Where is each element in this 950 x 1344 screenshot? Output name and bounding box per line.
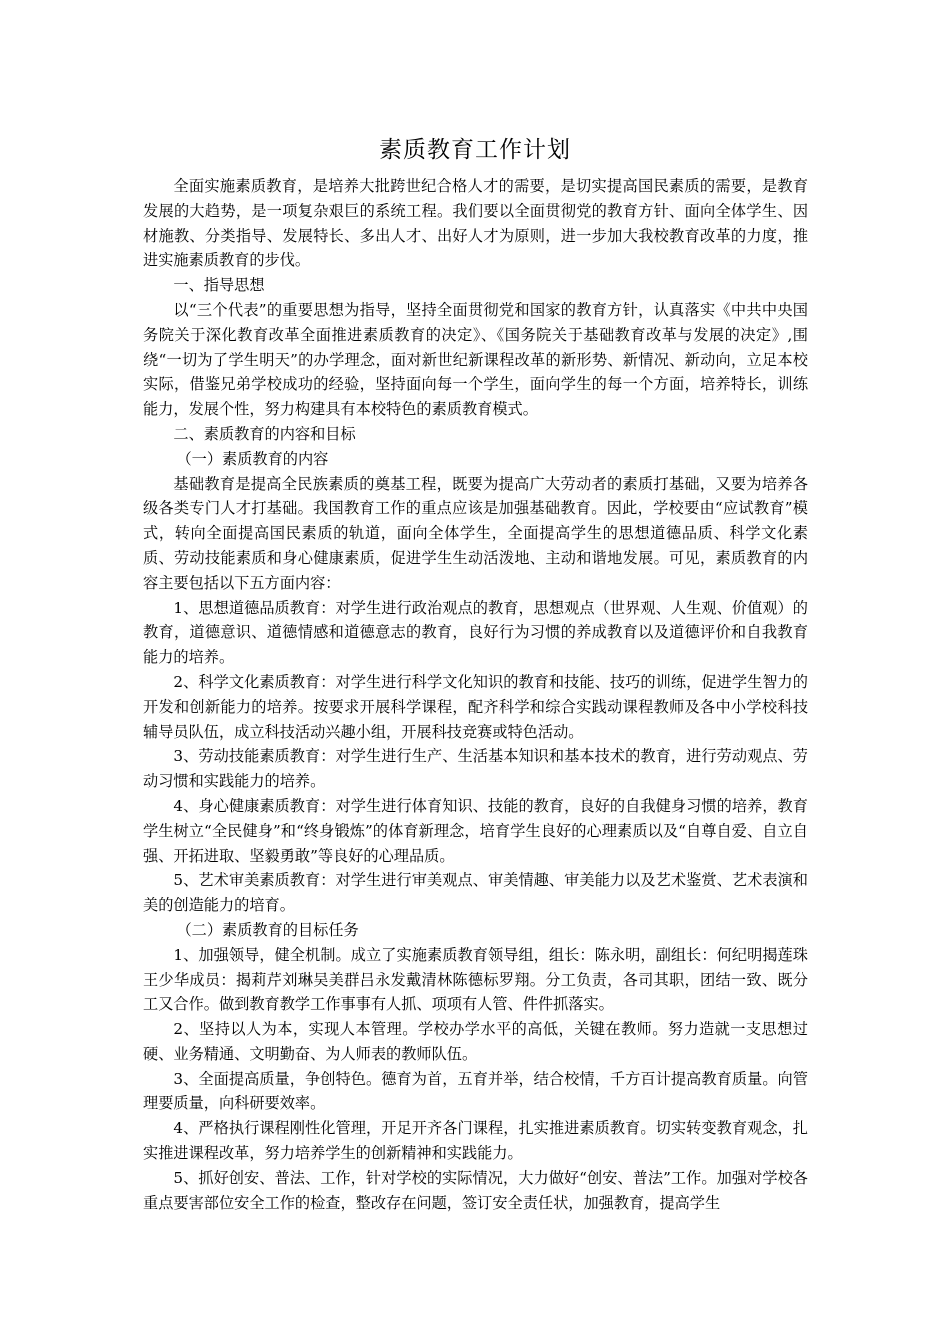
content-item-moral: 1、思想道德品质教育：对学生进行政治观点的教育，思想观点（世界观、人生观、价值观）的教育，道德意识、道德情感和道德意志的教育，良好行为习惯的养成教育以及道德评价和自我教育能力的培养。 (143, 598, 808, 667)
subsection-heading-content: （一）素质教育的内容 (176, 449, 329, 468)
content-item-art: 5、艺术审美素质教育：对学生进行审美观点、审美情趣、审美能力以及艺术鉴赏、艺术表演和美的创造能力的培育。 (143, 871, 808, 915)
document-title: 素质教育工作计划 (379, 137, 571, 163)
intro-paragraph: 全面实施素质教育，是培养大批跨世纪合格人才的需要，是切实提高国民素质的需要，是教育发展的大趋势，是一项复杂艰巨的系统工程。我们要以全面贯彻党的教育方针、面向全体学生、因材施教、分类指导、发展特长、多出人才、出好人才为原则，进一步加大我校教育改革的力度，推进实施素质教育的步伐。 (143, 177, 808, 270)
goal-item-leadership: 1、加强领导，健全机制。成立了实施素质教育领导组，组长：陈永明，副组长：何纪明揭莲珠王少华成员：揭莉芹刘琳吴美群吕永发戴清林陈德标罗翔。分工负责，各司其职，团结一致、既分工又合作。做到教育教学工作事事有人抓、项项有人管、件件抓落实。 (143, 945, 808, 1014)
goal-item-curriculum: 4、严格执行课程刚性化管理，开足开齐各门课程，扎实推进素质教育。切实转变教育观念，扎实推进课程改革，努力培养学生的创新精神和实践能力。 (143, 1119, 808, 1163)
goal-item-people-oriented: 2、坚持以人为本，实现人本管理。学校办学水平的高低，关键在教师。努力造就一支思想过硬、业务精通、文明勤奋、为人师表的教师队伍。 (143, 1020, 808, 1063)
goal-item-safety: 5、抓好创安、普法、工作，针对学校的实际情况，大力做好“创安、普法”工作。加强对学校各重点要害部位安全工作的检查，整改存在问题，签订安全责任状，加强教育，提高学生 (143, 1168, 808, 1212)
content-paragraph: 基础教育是提高全民族素质的奠基工程，既要为提高广大劳动者的素质打基础，又要为培养各级各类专门人才打基础。我国教育工作的重点应该是加强基础教育。因此，学校要由“应试教育”模式，转向全面提高国民素质的轨道，面向全体学生，全面提高学生的思想道德品质、科学文化素质、劳动技能素质和身心健康素质，促进学生生动活泼地、主动和谐地发展。可见，素质教育的内容主要包括以下五方面内容： (143, 474, 808, 592)
section-heading-guiding-ideology: 一、指导思想 (173, 276, 265, 295)
goal-item-quality: 3、全面提高质量，争创特色。德育为首，五育并举，结合校情，千方百计提高教育质量。向管理要质量，向科研要效率。 (143, 1069, 808, 1113)
content-item-health: 4、身心健康素质教育：对学生进行体育知识、技能的教育，良好的自我健身习惯的培养，教育学生树立“全民健身”和“终身锻炼”的体育新理念，培育学生良好的心理素质以及“自尊自爱、自立自强、开拓进取、坚毅勇敢”等良好的心理品质。 (143, 796, 808, 865)
subsection-heading-goals: （二）素质教育的目标任务 (176, 920, 359, 939)
content-item-labor: 3、劳动技能素质教育：对学生进行生产、生活基本知识和基本技术的教育，进行劳动观点、劳动习惯和实践能力的培养。 (143, 747, 808, 791)
guiding-ideology-paragraph: 以“三个代表”的重要思想为指导，坚持全面贯彻党和国家的教育方针，认真落实《中共中央国务院关于深化教育改革全面推进素质教育的决定》、《国务院关于基础教育改革与发展的决定》,围绕“一切为了学生明天”的办学理念，面对新世纪新课程改革的新形势、新情况、新动向，立足本校实际，借鉴兄弟学校成功的经验，坚持面向每一个学生，面向学生的每一个方面，培养特长，训练能力，发展个性，努力构建具有本校特色的素质教育模式。 (143, 300, 808, 419)
content-item-science: 2、科学文化素质教育：对学生进行科学文化知识的教育和技能、技巧的训练，促进学生智力的开发和创新能力的培养。按要求开展科学课程，配齐科学和综合实践动课程教师及各中小学校科技辅导员队伍，成立科技活动兴趣小组，开展科技竞赛或特色活动。 (143, 672, 808, 741)
section-heading-content-and-goals: 二、素质教育的内容和目标 (173, 424, 356, 443)
document-body (143, 174, 808, 1215)
